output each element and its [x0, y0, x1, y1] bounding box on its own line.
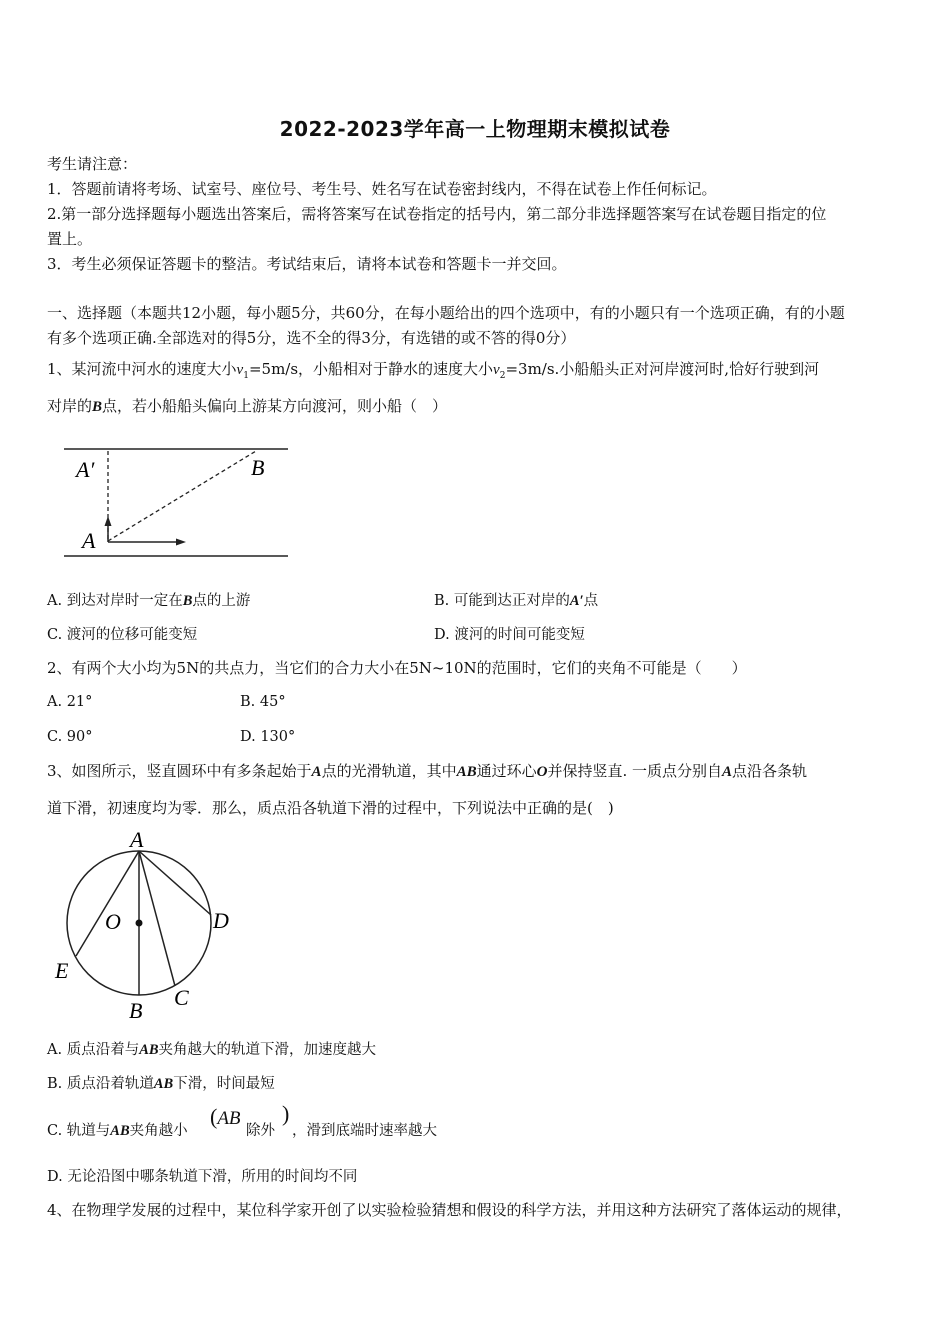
track-ac: [139, 851, 175, 986]
q3-option-c-exception: (AB: [210, 1104, 241, 1129]
q2-option-c[interactable]: C. 90°: [47, 729, 93, 745]
label-b: B: [251, 455, 265, 480]
section-heading-line2: 有多个选项正确.全部选对的得5分，选不全的得3分，有选错的或不答的得0分）: [47, 329, 576, 347]
q3-option-c-close-paren: ): [282, 1101, 290, 1126]
label-a: A: [130, 828, 144, 852]
section-heading-line1: 一、选择题（本题共12小题，每小题5分，共60分，在每小题给出的四个选项中，有的小题只有一个选项正确，有的小题: [47, 304, 845, 322]
notice-heading: 考生请注意：: [47, 155, 138, 173]
label-c: C: [174, 985, 189, 1010]
notice-item-2: 2.第一部分选择题每小题选出答案后，需将答案写在试卷指定的括号内，第二部分非选择题答案写在试卷题目指定的位: [47, 205, 827, 223]
q1-stem-line1: 1、某河流中河水的速度大小$v_1=5m/s$，小船相对于静水的速度大小$v_2=3m/s$.小船船头正对河岸渡河时,恰好行驶到河: [47, 360, 820, 381]
label-b: B: [129, 998, 143, 1023]
page-title: 2022-2023学年高一上物理期末模拟试卷: [279, 117, 671, 141]
q1-option-a[interactable]: A. 到达对岸时一定在B点的上游: [47, 593, 251, 609]
label-d: D: [213, 908, 229, 933]
boat-velocity-arrowhead: [105, 516, 112, 526]
q3-option-d[interactable]: D. 无论沿图中哪条轨道下滑，所用的时间均不同: [47, 1169, 358, 1185]
q3-option-a[interactable]: A. 质点沿着与AB夹角越大的轨道下滑，加速度越大: [47, 1042, 377, 1058]
dashed-path-a-b: [108, 451, 256, 541]
water-velocity-arrowhead: [176, 539, 186, 546]
q1-option-d[interactable]: D. 渡河的时间可能变短: [434, 627, 585, 643]
label-a-prime: A′: [76, 457, 95, 482]
q3-stem-line1: 3、如图所示，竖直圆环中有多条起始于A点的光滑轨道，其中AB通过环心O并保持竖直. 一质点分别自A点沿各条轨: [47, 762, 808, 780]
notice-item-1: 1．答题前请将考场、试室号、座位号、考生号、姓名写在试卷密封线内，不得在试卷上作任何标记。: [47, 180, 717, 198]
q2-option-a[interactable]: A. 21°: [47, 694, 93, 710]
q3-option-c-tail: ，滑到底端时速率越大: [292, 1123, 437, 1139]
q3-option-c-exception-text: 除外: [246, 1123, 275, 1139]
q1-river-figure: [58, 438, 298, 563]
label-o: O: [105, 909, 121, 934]
q1-option-b[interactable]: B. 可能到达正对岸的A′点: [434, 593, 599, 609]
notice-item-3: 3．考生必须保证答题卡的整洁。考试结束后，请将本试卷和答题卡一并交回。: [47, 255, 567, 273]
q2-option-d[interactable]: D. 130°: [240, 729, 296, 745]
notice-item-2-cont: 置上。: [47, 230, 93, 248]
q1-stem-line2: 对岸的B点，若小船船头偏向上游某方向渡河，则小船（ ）: [47, 397, 448, 415]
label-a: A: [82, 528, 96, 553]
label-e: E: [55, 958, 69, 983]
track-ae: [76, 851, 139, 956]
q3-stem-line2: 道下滑，初速度均为零．那么，质点沿各轨道下滑的过程中，下列说法中正确的是( ): [47, 799, 614, 817]
q1-option-c[interactable]: C. 渡河的位移可能变短: [47, 627, 198, 643]
q2-option-b[interactable]: B. 45°: [240, 694, 286, 710]
q4-stem: 4、在物理学发展的过程中，某位科学家开创了以实验检验猜想和假设的科学方法，并用这种方法研究了落体运动的规律，: [47, 1201, 852, 1219]
q2-stem: 2、有两个大小均为5N的共点力，当它们的合力大小在5N~10N的范围时，它们的夹角不可能是（ ）: [47, 659, 747, 677]
center-point-o: [136, 920, 143, 927]
q3-circle-figure: [48, 828, 248, 1028]
q3-option-b[interactable]: B. 质点沿着轨道AB下滑，时间最短: [47, 1076, 275, 1092]
q3-option-c[interactable]: C. 轨道与AB夹角越小: [47, 1123, 188, 1139]
